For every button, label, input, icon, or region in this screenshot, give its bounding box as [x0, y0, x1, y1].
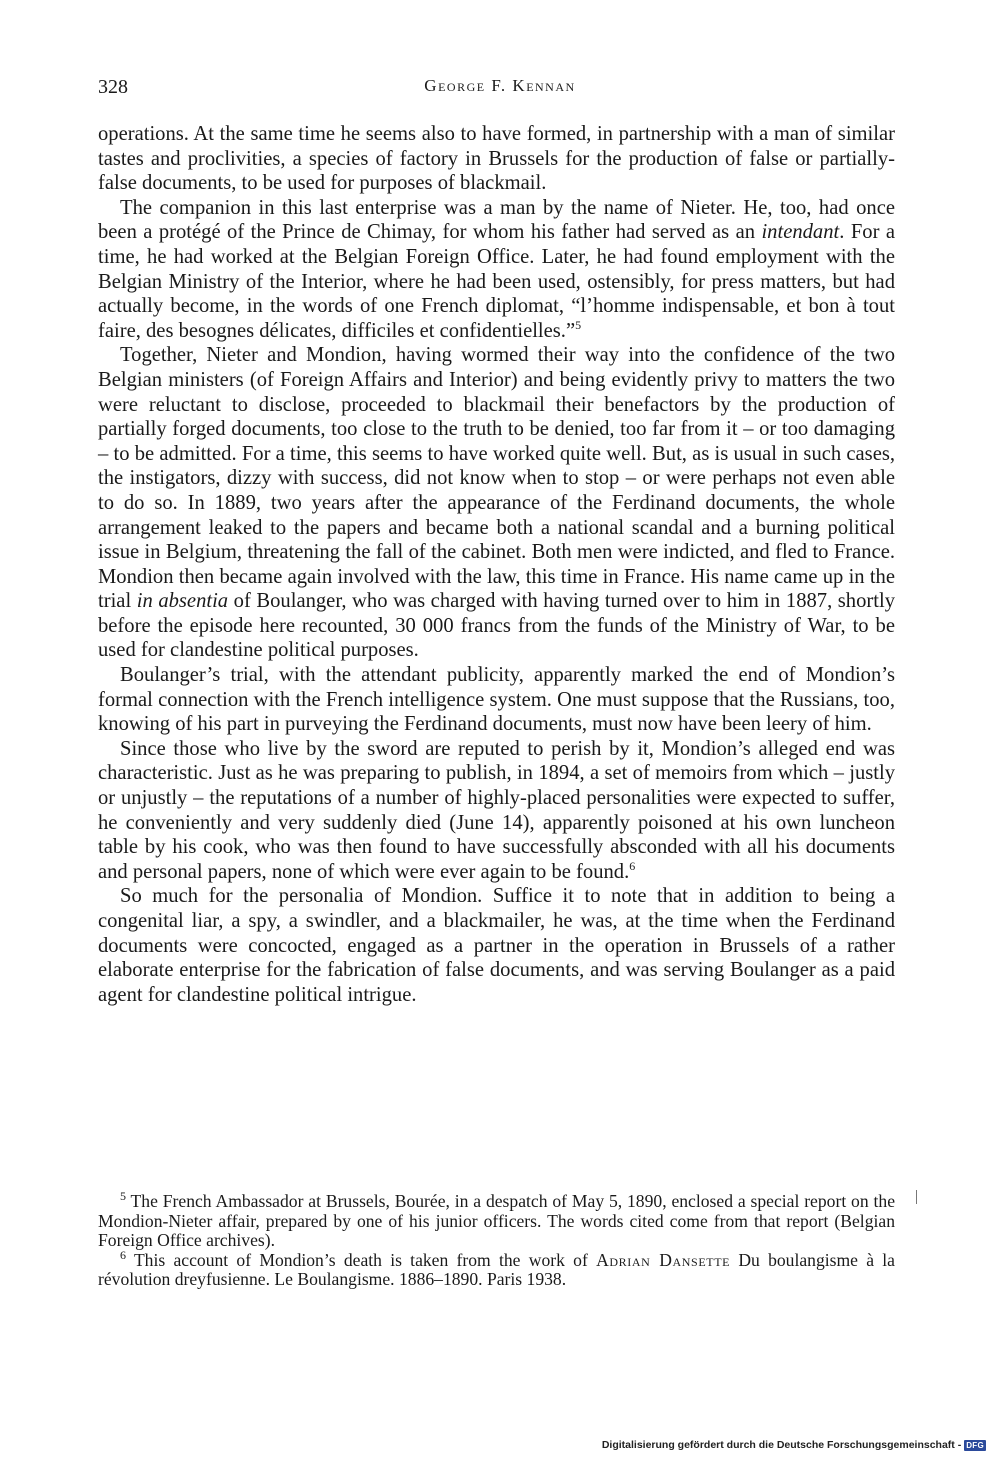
- footnote: $^5$ The French Ambassador at Brussels, Bourée, in a despatch of May 5, 1890, enclosed a special report on the Mondion-Nieter affair, prepared by one of his junior officers. The words cited come from that report (Belgian Foreign Office archives).: [98, 1189, 895, 1250]
- footnotes: [98, 1189, 895, 1290]
- paragraph: The companion in this last enterprise was a man by the name of Nieter. He, too, had once been a protégé of the Prince de Chimay, for whom his father had served as an intendant. For a time, he had worked at the Belgian Foreign Office. Later, he had found employment with the Belgian Ministry of the Interior, where he had been used, ostensibly, for press matters, but had actually become, in the words of one French diplomat, “l’homme indispensable, et bon à tout faire, des besognes délicates, difficiles et confidentielles.”$^5$: [98, 196, 895, 342]
- body-text: [98, 122, 895, 1007]
- paragraph: Since those who live by the sword are reputed to perish by it, Mondion’s alleged end was characteristic. Just as he was preparing to publish, in 1894, a set of memoirs from which – justly or unjustly – the reputations of a number of highly-placed personalities were expected to suffer, he conveniently and very suddenly died (June 14), apparently poisoned at his own luncheon table by his cook, who was then found to have successfully absconded with all his documents and personal papers, none of which were ever again to be found.$^6$: [98, 737, 895, 883]
- footnote-ref: 6: [629, 858, 636, 873]
- paragraph: Together, Nieter and Mondion, having wormed their way into the confidence of the two Belgian ministers (of Foreign Affairs and Interior) and being evidently privy to matters the two were reluctant to disclose, proceeded to blackmail their benefactors by the production of partially forged documents, too close to the truth to be denied, too far from it – or too damaging – to be admitted. For a time, this seems to have worked quite well. But, as is usual in such cases, the instigators, dizzy with success, did not know when to stop – or were perhaps not even able to do so. In 1889, two years after the appearance of the Ferdinand documents, the whole arrangement leaked to the papers and became both a national scandal and a burning political issue in Belgium, threatening the fall of the cabinet. Both men were indicted, and fled to France. Mondion then became again involved with the law, this time in France. His name came up in the trial in absentia of Boulanger, who was charged with having turned over to him in 1887, shortly before the episode here recounted, 30 000 francs from the funds of the Ministry of War, to be used for clandestine political purposes.: [98, 344, 896, 662]
- digitization-notice: Digitalisierung gefördert durch die Deutsche Forschungsgemeinschaft - DFG: [601, 1439, 984, 1451]
- dfg-logo-icon: DFG: [966, 1440, 984, 1450]
- paragraph: So much for the personalia of Mondion. Suffice it to note that in addition to being a congenital liar, a spy, a swindler, and a blackmailer, he was, at the time when the Ferdinand documents were concocted, engaged as a partner in the operation in Brussels of a rather elaborate enterprise for the fabrication of false documents, and was serving Boulanger as a paid agent for clandestine political intrigue.: [98, 885, 895, 1006]
- margin-mark: [916, 1190, 917, 1204]
- paragraph: operations. At the same time he seems also to have formed, in partnership with a man of similar tastes and proclivities, a species of factory in Brussels for the production of false or partially-false documents, to be used for purposes of blackmail.: [98, 123, 895, 195]
- paragraph: Boulanger’s trial, with the attendant publicity, apparently marked the end of Mondion’s formal connection with the French intelligence system. One must suppose that the Russians, too, knowing of his part in purveying the Ferdinand documents, must now have been leery of him.: [98, 664, 895, 736]
- footnote-ref: 5: [575, 317, 582, 332]
- author-name: Adrian Dansette: [596, 1249, 731, 1270]
- page-number: 328: [98, 76, 128, 98]
- running-head: George F. Kennan: [424, 76, 576, 95]
- footnote: $^6$ This account of Mondion’s death is taken from the work of Adrian Dansette Du boulangisme à la révolution dreyfusienne. Le Boulangisme. 1886–1890. Paris 1938.: [98, 1247, 895, 1289]
